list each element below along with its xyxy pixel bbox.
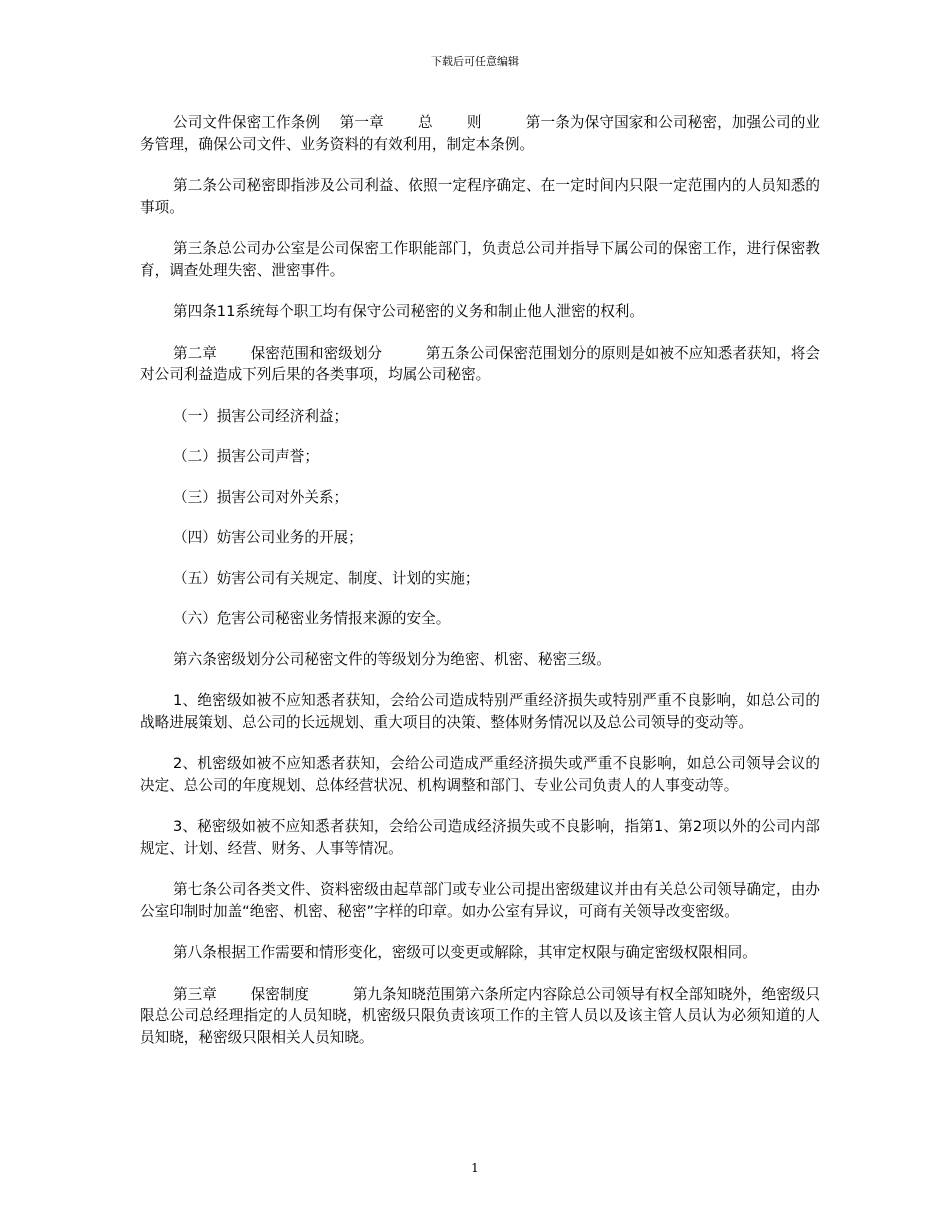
page-number: 1 (471, 1161, 479, 1175)
paragraph-article-8: 第八条根据工作需要和情形变化，密级可以变更或解除，其审定权限与确定密级权限相同。 (173, 944, 757, 961)
paragraph-confidential-level: 2、机密级如被不应知悉者获知，会给公司造成严重经济损失或严重不良影响，如总公司领导会议的决定、总公司的年度规划、总体经营状况、机构调整和部门、专业公司负责人的人事变动等。 (140, 755, 820, 794)
list-item-6: （六）危害公司秘密业务情报来源的安全。 (173, 610, 451, 627)
list-item-1: （一）损害公司经济利益； (173, 407, 349, 425)
paragraph-article-3: 第三条总公司办公室是公司保密工作职能部门，负责总公司并指导下属公司的保密工作，进行保密教育，调查处理失密、泄密事件。 (140, 240, 820, 279)
list-item-2: （二）损害公司声誉； (173, 448, 319, 465)
paragraph-chapter-2-article-5: 第二章 保密范围和密级划分 第五条公司保密范围划分的原则是如被不应知悉者获知，将会对公司利益造成下列后果的各类事项，均属公司秘密。 (140, 344, 820, 383)
page-header: 下载后可任意编辑 (431, 55, 519, 68)
list-item-4: （四）妨害公司业务的开展； (173, 529, 363, 546)
paragraph-secret-level: 3、秘密级如被不应知悉者获知，会给公司造成经济损失或不良影响，指第1、第2项以外的公司内部规定、计划、经营、财务、人事等情况。 (140, 818, 820, 857)
paragraph-article-6: 第六条密级划分公司秘密文件的等级划分为绝密、机密、秘密三级。 (173, 650, 611, 668)
paragraph-article-7: 第七条公司各类文件、资料密级由起草部门或专业公司提出密级建议并由有关总公司领导确定，由办公室印制时加盖“绝密、机密、秘密”字样的印章。如办公室有异议，可商有关领导改变密级。 (140, 881, 820, 920)
paragraph-top-secret-level: 1、绝密级如被不应知悉者获知，会给公司造成特别严重经济损失或特别严重不良影响，如总公司的战略进展策划、总公司的长远规划、重大项目的决策、整体财务情况以及总公司领导的变动等。 (140, 692, 820, 731)
paragraph-title-and-article-1: 公司文件保密工作条例 第一章 总 则 第一条为保守国家和公司秘密，加强公司的业务管理，确保公司文件、业务资料的有效利用，制定本条例。 (140, 114, 820, 153)
document-body (140, 112, 820, 1068)
paragraph-article-4: 第四条11系统每个职工均有保守公司秘密的义务和制止他人泄密的权利。 (173, 303, 644, 320)
list-item-3: （三）损害公司对外关系； (173, 488, 349, 506)
list-item-5: （五）妨害公司有关规定、制度、计划的实施； (173, 569, 480, 587)
paragraph-chapter-3-article-9: 第三章 保密制度 第九条知晓范围第六条所定内容除总公司领导有权全部知晓外，绝密级只限总公司总经理指定的人员知晓，机密级只限负责该项工作的主管人员以及该主管人员认为必须知道的人员知晓，秘密级只限相关人员知晓。 (140, 985, 820, 1046)
paragraph-article-2: 第二条公司秘密即指涉及公司利益、依照一定程序确定、在一定时间内只限一定范围内的人员知悉的事项。 (140, 177, 820, 216)
